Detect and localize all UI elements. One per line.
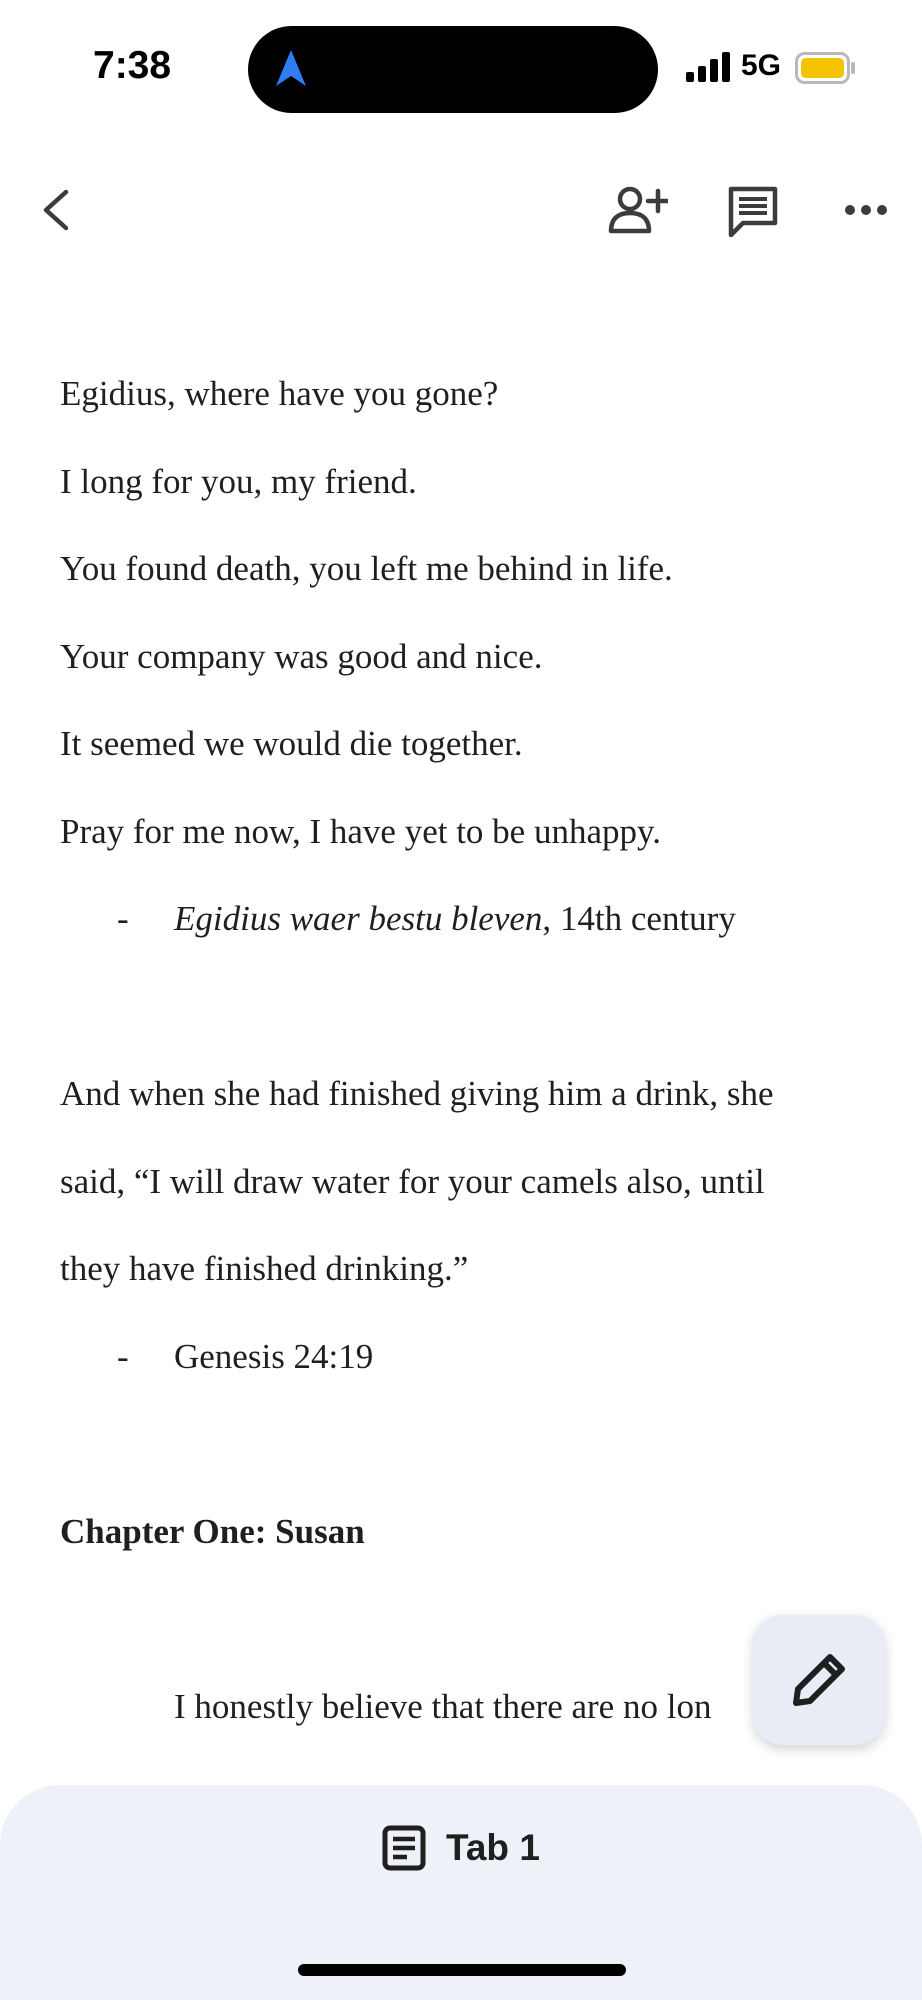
poem-line: I long for you, my friend. xyxy=(60,462,417,501)
dynamic-island xyxy=(248,26,658,113)
tab-label: Tab 1 xyxy=(446,1827,540,1868)
status-bar xyxy=(0,0,922,140)
comment-icon xyxy=(727,185,779,237)
citation-dash: - xyxy=(117,1337,129,1376)
more-options-button[interactable] xyxy=(836,180,896,240)
quote-line: said, “I will draw water for your camels also, until xyxy=(60,1162,765,1201)
add-person-icon xyxy=(608,185,668,235)
citation-genesis: Genesis 24:19 xyxy=(174,1337,374,1376)
edit-pencil-icon xyxy=(790,1651,848,1709)
home-indicator[interactable] xyxy=(298,1964,626,1976)
quote-line: they have finished drinking.” xyxy=(60,1249,469,1288)
chevron-left-icon xyxy=(38,188,74,232)
navigation-arrow-icon xyxy=(274,48,308,88)
citation-poem xyxy=(174,899,736,939)
document-icon xyxy=(382,1825,426,1871)
comment-button[interactable] xyxy=(720,178,786,244)
poem-line: You found death, you left me behind in life. xyxy=(60,549,673,588)
chapter-heading: Chapter One: Susan xyxy=(60,1512,365,1551)
status-time: 7:38 xyxy=(93,44,172,87)
quote-line: And when she had finished giving him a drink, she xyxy=(60,1074,774,1113)
battery-icon xyxy=(795,52,857,84)
share-button[interactable] xyxy=(604,180,672,240)
edit-button[interactable] xyxy=(753,1615,885,1745)
poem-line: It seemed we would die together. xyxy=(60,724,523,763)
citation-title: Egidius waer bestu bleven xyxy=(174,899,543,938)
signal-icon xyxy=(686,52,732,82)
back-button[interactable] xyxy=(28,182,84,238)
poem-line: Egidius, where have you gone? xyxy=(60,374,499,413)
doc-toolbar xyxy=(0,160,922,250)
more-horizontal-icon xyxy=(844,204,888,216)
poem-line: Your company was good and nice. xyxy=(60,637,543,676)
poem-line: Pray for me now, I have yet to be unhappy. xyxy=(60,812,661,851)
network-label: 5G xyxy=(741,49,782,82)
citation-dash: - xyxy=(117,899,129,938)
citation-suffix: , 14th century xyxy=(542,899,736,938)
body-line: I honestly believe that there are no lon xyxy=(174,1687,712,1726)
tab-1-button[interactable] xyxy=(382,1825,540,1871)
